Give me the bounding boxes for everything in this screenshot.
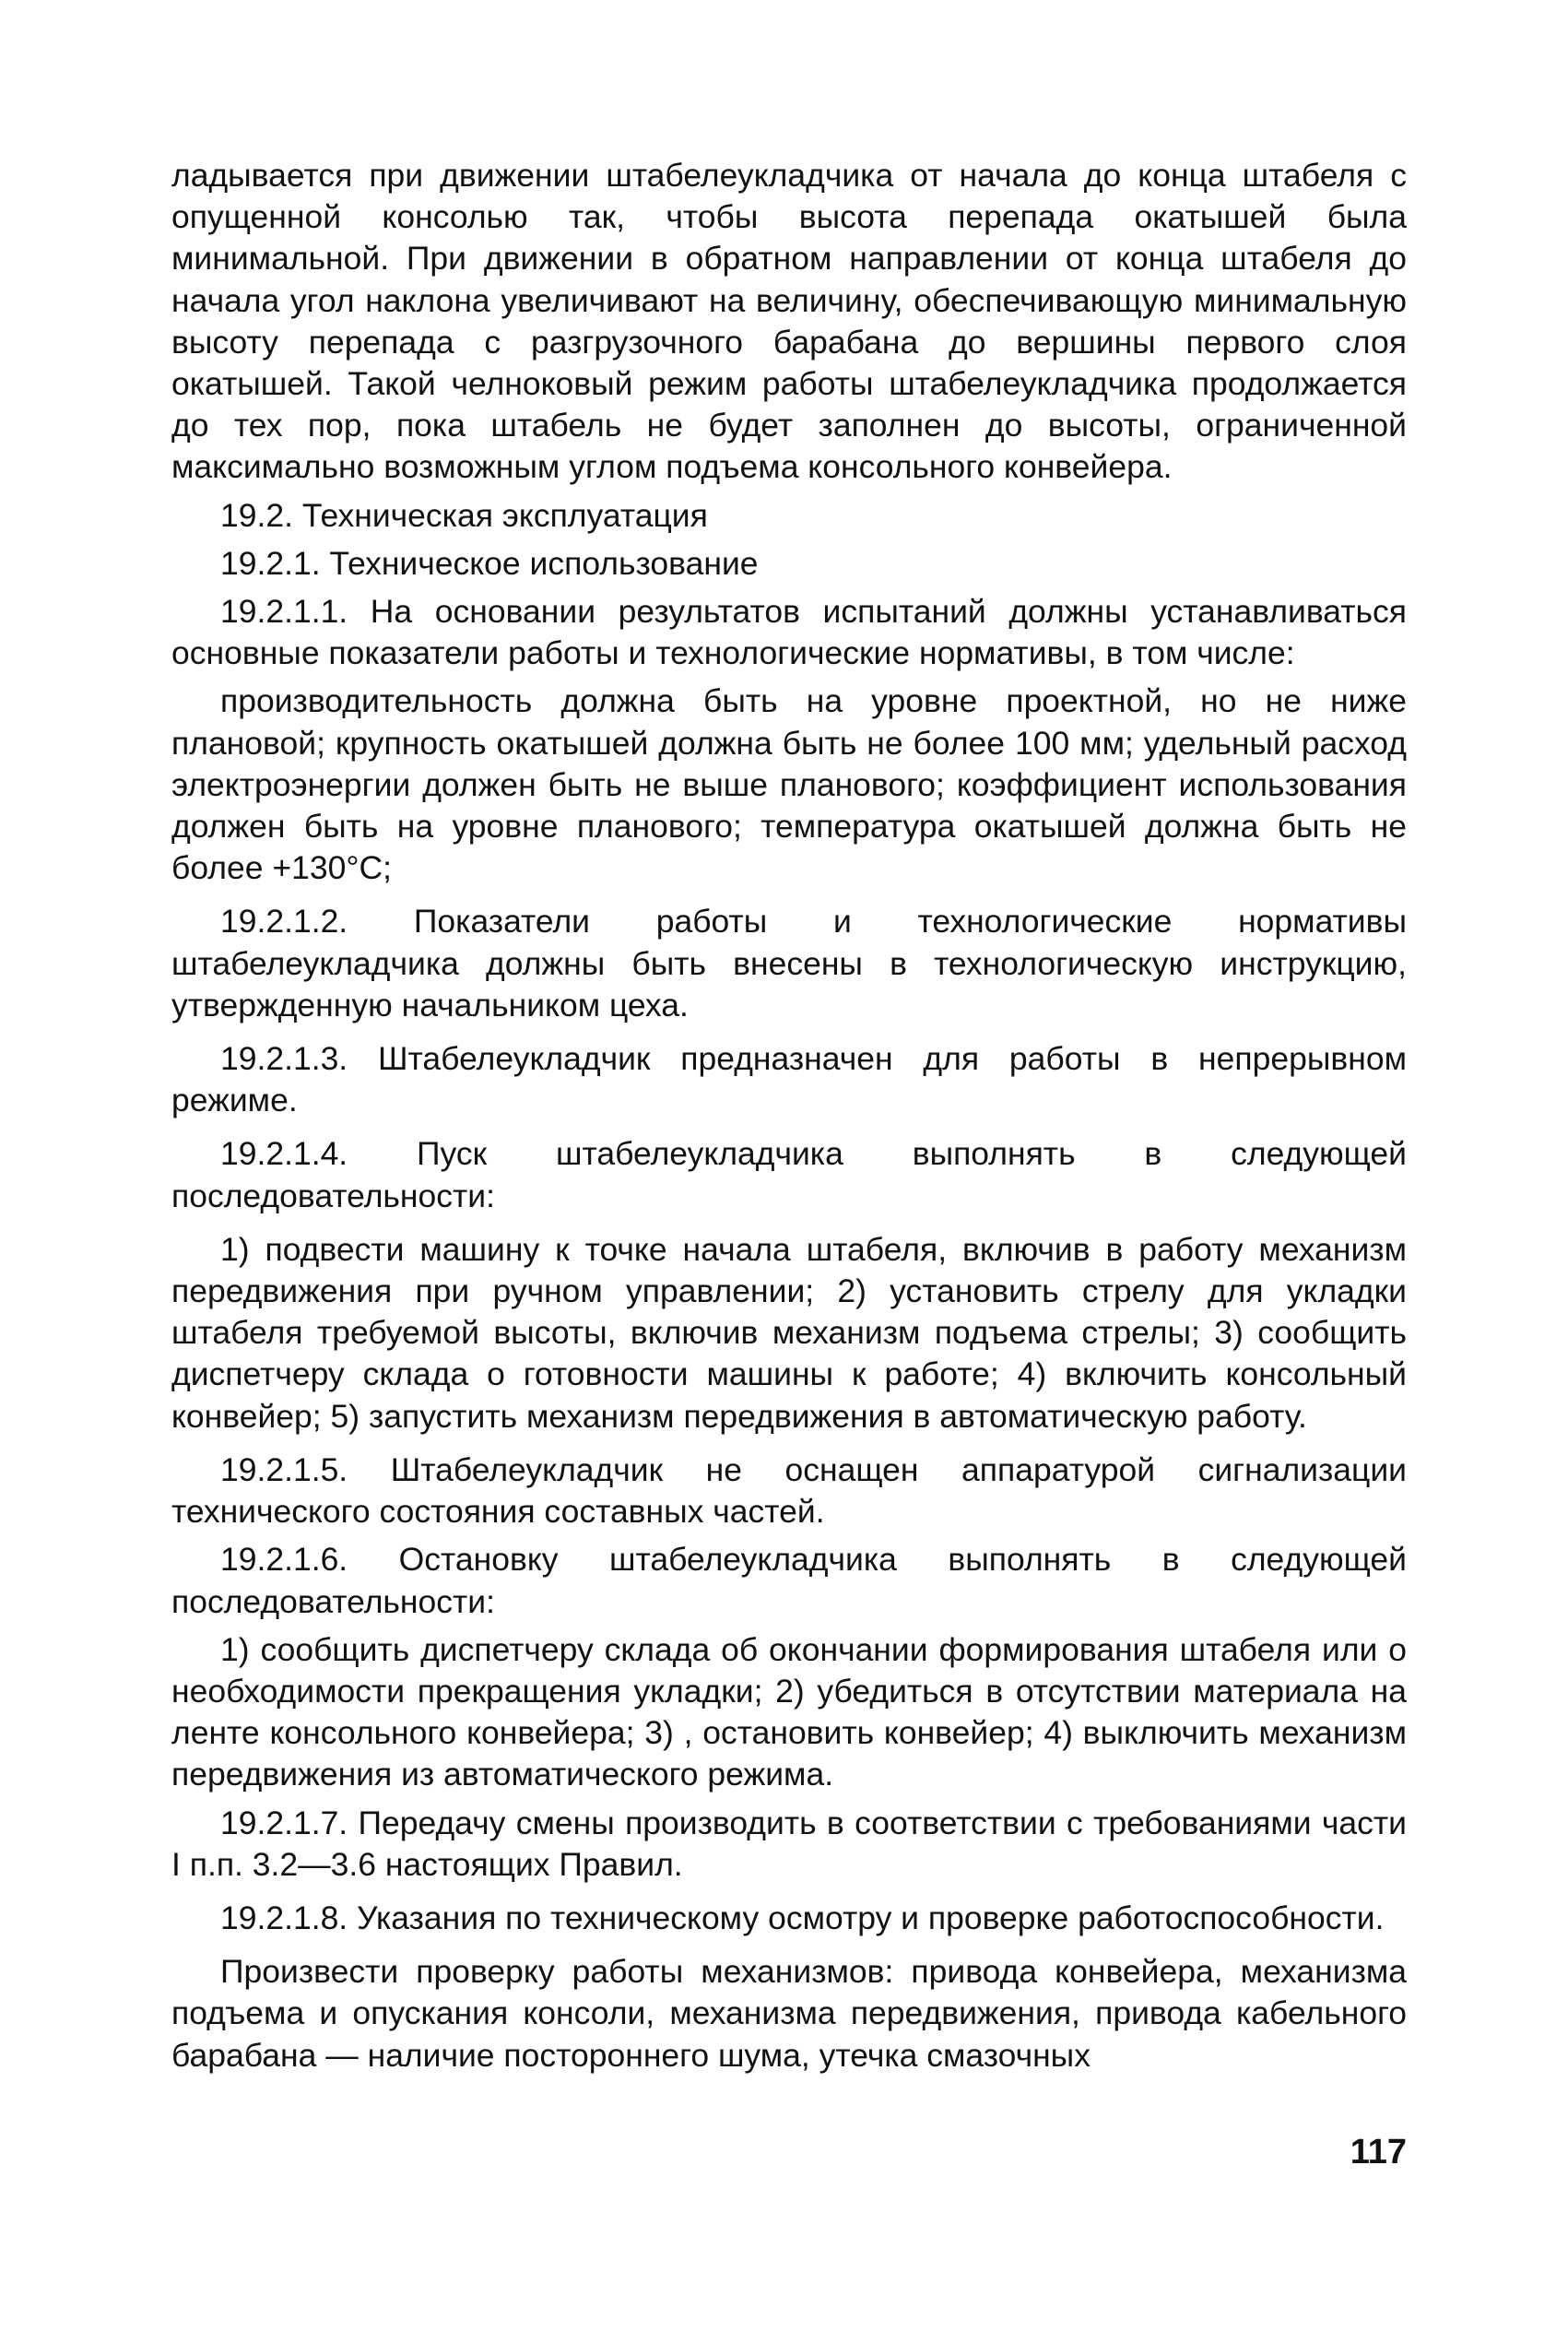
page-number: 117: [1350, 2133, 1407, 2171]
paragraph-start-steps: 1) подвести машину к точке начала штабеля, включив в работу механизм передвижения при ручном управлении; 2) установить стрелу для укладки штабеля требуемой высоты, включив механизм подъема стрелы; 3) сообщить диспетчеру склада о готовности машины к работе; 4) включить консольный конвейер; 5) запустить механизм передвижения в автоматическую работу.: [171, 1230, 1407, 1435]
paragraph-19-2-1-5: 19.2.1.5. Штабелеукладчик не оснащен аппаратурой сигнализации технического состояния составных частей.: [171, 1450, 1407, 1531]
paragraph-19-2-1-3: 19.2.1.3. Штабелеукладчик предназначен для работы в непрерывном режиме.: [171, 1040, 1407, 1119]
paragraph-19-2-1-4: 19.2.1.4. Пуск штабелеукладчика выполнять в следующей последовательности:: [171, 1135, 1407, 1214]
section-heading-19-2-1: 19.2.1. Техническое использование: [220, 544, 759, 582]
paragraph-19-2-1-8: 19.2.1.8. Указания по техническому осмотру и проверке работоспособности.: [220, 1899, 1385, 1936]
paragraph-19-2-1-6: 19.2.1.6. Остановку штабелеукладчика выполнять в следующей последовательности:: [171, 1541, 1407, 1620]
paragraph-19-2-1-1: 19.2.1.1. На основании результатов испытаний должны устанавливаться основные показатели работы и технологические нормативы, в том числе:: [171, 593, 1407, 672]
section-heading-19-2: 19.2. Техническая эксплуатация: [220, 496, 708, 534]
page-body: [171, 155, 1407, 2077]
paragraph-inspection: Произвести проверку работы механизмов: привода конвейера, механизма подъема и опускания консоли, механизма передвижения, привода кабельного барабана — наличие постороннего шума, утечка смазочных: [171, 1953, 1407, 2074]
paragraph-stop-steps: 1) сообщить диспетчеру склада об окончании формирования штабеля или о необходимости прекращения укладки; 2) убедиться в отсутствии материала на ленте консольного конвейера; 3) , остановить конвейер; 4) выключить механизм передвижения из автоматического режима.: [171, 1630, 1407, 1793]
paragraph-19-2-1-2: 19.2.1.2. Показатели работы и технологические нормативы штабелеукладчика должны быть внесены в технологическую инструкцию, утвержденную начальником цеха.: [171, 903, 1407, 1024]
paragraph-norms-list: производительность должна быть на уровне проектной, но не ниже плановой; крупность окатышей должна быть не более 100 мм; удельный расход электроэнергии должен быть не выше планового; коэффициент использования должен быть на уровне планового; температура окатышей должна быть не более +130°С;: [171, 682, 1407, 887]
paragraph-continuation: ладывается при движении штабелеукладчика от начала до конца штабеля с опущенной консолью так, чтобы высота перепада окатышей была минимальной. При движении в обратном направлении от конца штабеля до начала угол наклона увеличивают на величину, обеспечивающую минимальную высоту перепада с разгрузочного барабана до вершины первого слоя окатышей. Такой челноковый режим работы штабелеукладчика продолжается до тех пор, пока штабель не будет заполнен до высоты, ограниченной максимально возможным углом подъема консольного конвейера.: [171, 157, 1407, 486]
paragraph-19-2-1-7: 19.2.1.7. Передачу смены производить в соответствии с требованиями части I п.п. 3.2—3.6 настоящих Правил.: [171, 1804, 1407, 1883]
